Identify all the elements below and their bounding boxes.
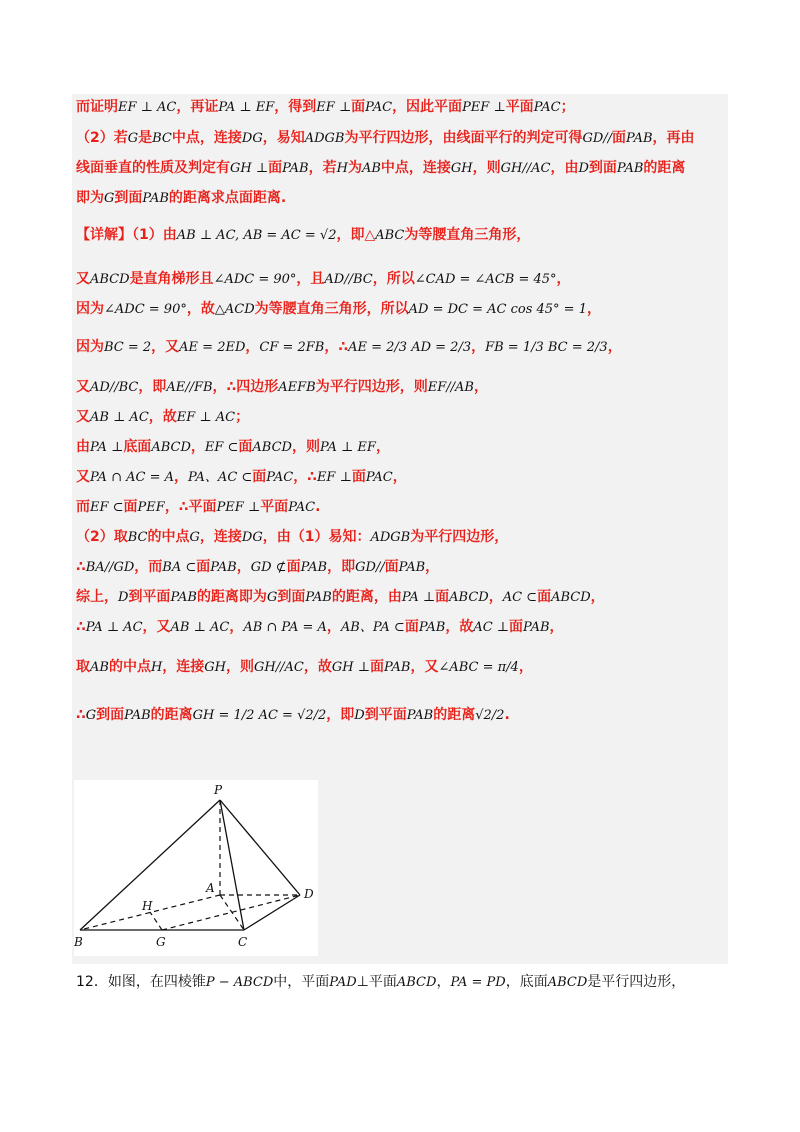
math-expression: G — [85, 708, 97, 723]
math-expression: EF ⊂ — [204, 440, 239, 455]
solution-line — [76, 466, 407, 488]
solution-text-segment: 平面 — [505, 99, 534, 115]
solution-text-segment: ，且 — [296, 271, 325, 287]
math-expression: ADGB — [304, 131, 345, 146]
math-expression: PA ⊥ EF — [319, 440, 376, 455]
math-expression: PAB — [383, 660, 411, 675]
solution-text-segment: 到面 — [114, 190, 143, 206]
math-expression: PA、AC ⊂ — [187, 470, 253, 485]
math-expression: PEF — [137, 500, 165, 515]
math-expression: AB ⊥ AC — [170, 620, 230, 635]
solution-text-segment: 底面 — [123, 439, 152, 455]
solution-text-segment: ； — [235, 409, 250, 425]
solution-text-segment: ，即 — [326, 707, 355, 723]
solution-line — [76, 704, 510, 726]
solution-text-segment: 的距离，由 — [331, 589, 402, 605]
solution-text-segment: ，得到 — [274, 99, 317, 115]
math-expression: BA//GD — [85, 560, 135, 575]
math-expression: △ACD — [214, 302, 255, 317]
solution-text-segment: ，故 — [148, 409, 177, 425]
solution-line — [76, 616, 564, 638]
solution-text-segment: 面 — [509, 619, 524, 635]
math-expression: AE//FB — [166, 380, 213, 395]
solution-text-segment: ，即 — [327, 559, 356, 575]
math-expression: AD//BC — [90, 380, 139, 395]
solution-text-segment: 是 — [138, 130, 153, 146]
solution-text-segment: 的距离即为 — [196, 589, 267, 605]
math-expression: EF ⊥ — [316, 470, 352, 485]
problem-text-segment: 是平行四边形， — [587, 974, 686, 990]
math-expression: ABCD — [547, 975, 588, 990]
solution-text-segment: 面 — [286, 559, 301, 575]
math-expression: P − ABCD — [205, 975, 274, 990]
math-expression: GD ⊄ — [250, 560, 287, 575]
solution-text-segment: ，而 — [134, 559, 163, 575]
solution-text-segment: ，因此平面 — [392, 99, 463, 115]
segment-GH — [150, 912, 162, 930]
math-expression: ADGB — [370, 530, 411, 545]
solution-text-segment: 又 — [76, 409, 90, 425]
solution-text-segment: 取 — [76, 659, 90, 675]
math-expression: PAC — [365, 100, 393, 115]
edge-PD — [220, 800, 300, 895]
math-expression: EF//AB — [427, 380, 474, 395]
solution-text-segment: 线面垂直的性质及判定有 — [76, 160, 230, 176]
solution-text-segment: 为等腰直角三角形， — [404, 227, 531, 243]
label-C: C — [238, 935, 248, 949]
math-expression: CF = 2FB — [259, 340, 325, 355]
label-B: B — [74, 935, 83, 949]
solution-text-segment: ， — [607, 339, 622, 355]
math-expression: GH ⊥ — [331, 660, 370, 675]
pyramid-figure — [74, 780, 318, 956]
label-P: P — [214, 783, 223, 797]
math-expression: PAD — [329, 975, 357, 990]
solution-text-segment: ，再证 — [176, 99, 219, 115]
solution-text-segment: （2）取 — [76, 529, 128, 545]
solution-text-segment: 是直角梯形且 — [129, 271, 214, 287]
problem-text-segment: ， — [436, 974, 451, 990]
math-expression: DG — [241, 530, 263, 545]
solution-text-segment: 面 — [123, 499, 138, 515]
math-expression: GH//AC — [254, 660, 304, 675]
solution-text-segment: 【详解】（1）由 — [76, 227, 177, 243]
solution-line — [76, 187, 286, 209]
math-expression: GH = 1/2 AC = √2/2 — [192, 708, 327, 723]
edge-CD — [244, 895, 300, 930]
solution-text-segment: ，则 — [226, 659, 255, 675]
solution-line — [76, 298, 601, 320]
solution-text-segment: ，所以 — [372, 271, 415, 287]
solution-text-segment: 到平面 — [128, 589, 171, 605]
solution-text-segment: 的距离 — [643, 160, 686, 176]
math-expression: G — [189, 530, 200, 545]
solution-line — [76, 436, 390, 458]
solution-text-segment: ∴ — [76, 619, 86, 635]
solution-text-segment: 中点，连接 — [380, 160, 451, 176]
math-expression: H — [336, 161, 348, 176]
math-expression: ∠ADC = 90° — [213, 272, 297, 287]
math-expression: EF ⊥ — [316, 100, 352, 115]
math-expression: √2/2 — [475, 708, 505, 723]
problem-text-segment: 中，平面 — [273, 974, 330, 990]
solution-text-segment: 面 — [196, 559, 211, 575]
math-expression: GH ⊥ — [230, 161, 269, 176]
math-expression: D — [578, 161, 589, 176]
solution-text-segment: 的中点 — [108, 659, 151, 675]
solution-text-segment: 的距离 — [433, 707, 476, 723]
label-A: A — [206, 881, 215, 895]
math-expression: ABCD — [90, 272, 130, 287]
solution-text-segment: ，易知 — [262, 130, 305, 146]
math-expression: PEF ⊥ — [462, 100, 506, 115]
solution-text-segment: ，则 — [472, 160, 501, 176]
math-expression: PAB — [626, 131, 653, 146]
math-expression: GD// — [582, 131, 613, 146]
math-expression: GH — [204, 660, 227, 675]
math-expression: ABC — [375, 228, 405, 243]
label-H: H — [142, 899, 153, 913]
edge-PC — [220, 800, 244, 930]
solution-text-segment: ，连接 — [162, 659, 205, 675]
solution-line — [76, 376, 488, 398]
solution-text-segment: 综上， — [76, 589, 118, 605]
solution-text-segment: ，若 — [308, 160, 337, 176]
math-expression: ∠ABC = π/4 — [438, 660, 519, 675]
solution-text-segment: ， — [392, 469, 407, 485]
problem-text-segment: ，底面 — [505, 974, 548, 990]
math-expression: GH//AC — [500, 161, 551, 176]
math-expression: PAC — [533, 100, 561, 115]
problem-text-segment: ⊥平面 — [356, 974, 397, 990]
solution-text-segment: ，∴平面 — [164, 499, 217, 515]
math-expression: PA ⊥ — [401, 590, 436, 605]
math-expression: AC ⊂ — [502, 590, 538, 605]
math-expression: BC = 2 — [104, 340, 152, 355]
solution-text-segment: ，故 — [445, 619, 474, 635]
solution-line — [76, 526, 508, 548]
math-expression: PAB — [142, 191, 169, 206]
math-expression: PAB — [282, 161, 309, 176]
math-expression: PAB — [398, 560, 426, 575]
math-expression: PA ⊥ EF — [218, 100, 275, 115]
solution-text-segment: 为平行四边形，则 — [315, 379, 428, 395]
solution-text-segment: 而证明 — [76, 99, 118, 115]
segment-GD — [162, 895, 300, 930]
solution-line — [76, 157, 685, 179]
solution-text-segment: ， — [190, 439, 205, 455]
math-expression: PAB — [305, 590, 332, 605]
solution-text-segment: 面 — [537, 589, 552, 605]
math-expression: GD// — [355, 560, 385, 575]
solution-text-segment: ，由 — [550, 160, 579, 176]
solution-text-segment: 的距离求点面距离. — [168, 190, 287, 206]
math-expression: PA ⊥ — [90, 440, 124, 455]
math-expression: ∠ADC = 90° — [104, 302, 187, 317]
solution-text-segment: 又 — [76, 469, 90, 485]
solution-text-segment: 面 — [238, 439, 253, 455]
solution-text-segment: 又 — [76, 271, 90, 287]
math-expression: AB — [90, 660, 109, 675]
math-expression: PAB — [124, 708, 151, 723]
math-expression: EF ⊥ AC — [176, 410, 236, 425]
solution-line — [76, 406, 249, 428]
solution-text-segment: ， — [375, 439, 390, 455]
math-expression: AD = DC = AC cos 45° = 1 — [408, 302, 587, 317]
solution-line — [76, 336, 622, 358]
math-expression: PAC — [365, 470, 393, 485]
math-expression: D — [118, 590, 129, 605]
math-expression: PAB — [523, 620, 550, 635]
solution-text-segment: ，∴ — [293, 469, 317, 485]
math-expression: H — [150, 660, 163, 675]
solution-text-segment: ， — [518, 659, 533, 675]
solution-text-segment: ，又 — [142, 619, 171, 635]
math-expression: AB ⊥ AC, AB = AC = √2 — [176, 228, 337, 243]
math-expression: PAB — [406, 708, 434, 723]
solution-text-segment: 为等腰直角三角形，所以 — [254, 301, 409, 317]
solution-text-segment: 而 — [76, 499, 90, 515]
solution-line — [76, 496, 320, 518]
math-expression: AEFB — [278, 380, 316, 395]
solution-text-segment: ， — [229, 619, 244, 635]
solution-text-segment: ， — [326, 619, 341, 635]
math-expression: BA ⊂ — [162, 560, 197, 575]
math-expression: ABCD — [551, 590, 591, 605]
math-expression: AE = 2/3 AD = 2/3 — [348, 340, 472, 355]
math-expression: G — [266, 590, 278, 605]
math-expression: PEF ⊥ — [216, 500, 261, 515]
solution-text-segment: ， — [488, 589, 503, 605]
solution-text-segment: . — [504, 707, 510, 723]
solution-text-segment: ， — [549, 619, 564, 635]
solution-text-segment: ，∴四边形 — [212, 379, 279, 395]
math-expression: BC — [127, 530, 148, 545]
math-expression: PA = PD — [450, 975, 506, 990]
solution-text-segment: ∴ — [76, 559, 86, 575]
math-expression: AC ⊥ — [473, 620, 510, 635]
math-expression: ABCD — [449, 590, 489, 605]
math-expression: PA ⊥ AC — [85, 620, 143, 635]
solution-text-segment: ，故 — [303, 659, 332, 675]
solution-text-segment: 为平行四边形， — [410, 529, 509, 545]
math-expression: AB、PA ⊂ — [340, 620, 405, 635]
solution-text-segment: 面 — [351, 99, 366, 115]
solution-text-segment: ， — [590, 589, 605, 605]
solution-line — [76, 656, 533, 678]
solution-text-segment: 的距离 — [150, 707, 193, 723]
solution-text-segment: ， — [425, 559, 440, 575]
solution-text-segment: ； — [560, 99, 575, 115]
solution-text-segment: 面 — [369, 659, 384, 675]
problem-text-segment: 12．如图，在四棱锥 — [76, 974, 206, 990]
solution-text-segment: 即为 — [76, 190, 104, 206]
math-expression: PAB — [300, 560, 328, 575]
solution-text-segment: ，故 — [186, 301, 215, 317]
math-expression: G — [104, 191, 115, 206]
solution-text-segment: 面 — [351, 469, 366, 485]
solution-text-segment: ，又 — [151, 339, 180, 355]
solution-text-segment: ，∴ — [324, 339, 349, 355]
solution-text-segment: ， — [245, 339, 260, 355]
math-expression: BC — [152, 131, 172, 146]
solution-text-segment: ， — [473, 379, 488, 395]
solution-line — [76, 586, 605, 608]
math-expression: PAB — [210, 560, 237, 575]
solution-text-segment: ， — [471, 339, 486, 355]
solution-text-segment: 因为 — [76, 301, 104, 317]
solution-text-segment: 到平面 — [364, 707, 407, 723]
math-expression: AB — [361, 161, 381, 176]
solution-line — [76, 224, 530, 246]
solution-text-segment: 面 — [384, 559, 399, 575]
solution-text-segment: ，又 — [410, 659, 439, 675]
solution-text-segment: 中点，连接 — [171, 130, 242, 146]
math-expression: ABCD — [151, 440, 191, 455]
solution-text-segment: 又 — [76, 379, 90, 395]
label-D: D — [304, 887, 314, 901]
solution-text-segment: 面 — [252, 469, 267, 485]
solution-text-segment: 面 — [404, 619, 419, 635]
solution-text-segment: ∴ — [76, 707, 86, 723]
solution-line — [76, 127, 695, 149]
math-expression: PAB — [418, 620, 446, 635]
math-expression: D — [354, 708, 365, 723]
math-expression: AD//BC — [324, 272, 373, 287]
solution-text-segment: ，由（1）易知： — [262, 529, 371, 545]
solution-text-segment: ， — [173, 469, 188, 485]
math-expression: AB ⊥ AC — [90, 410, 149, 425]
solution-text-segment: 为 — [347, 160, 362, 176]
math-expression: PAC — [288, 500, 316, 515]
solution-text-segment: ，再由 — [652, 130, 695, 146]
math-expression: ABCD — [252, 440, 292, 455]
math-expression: GH — [450, 161, 473, 176]
math-expression: EF ⊥ AC — [118, 100, 177, 115]
solution-text-segment: ，即△ — [336, 227, 376, 243]
solution-text-segment: ， — [586, 301, 601, 317]
math-expression: G — [127, 131, 139, 146]
solution-text-segment: 到面 — [277, 589, 306, 605]
solution-text-segment: ，即 — [138, 379, 167, 395]
solution-text-segment: 为平行四边形，由线面平行的判定可得 — [344, 130, 583, 146]
solution-text-segment: 因为 — [76, 339, 104, 355]
math-expression: DG — [241, 131, 263, 146]
math-expression: AE = 2ED — [179, 340, 246, 355]
solution-text-segment: 平面 — [260, 499, 289, 515]
solution-line — [76, 268, 571, 290]
problem-12-statement — [76, 970, 736, 994]
solution-text-segment: ， — [236, 559, 251, 575]
solution-text-segment: 的中点 — [147, 529, 190, 545]
solution-text-segment: 到面 — [588, 160, 617, 176]
solution-text-segment: ， — [556, 271, 571, 287]
math-expression: ABCD — [396, 975, 437, 990]
math-expression: ∠CAD = ∠ACB = 45° — [414, 272, 557, 287]
math-expression: PAB — [170, 590, 197, 605]
solution-text-segment: 由 — [76, 439, 90, 455]
solution-text-segment: ，连接 — [199, 529, 242, 545]
label-G: G — [156, 935, 166, 949]
math-expression: AB ∩ PA = A — [243, 620, 327, 635]
solution-text-segment: 到面 — [96, 707, 125, 723]
solution-text-segment: 面 — [268, 160, 283, 176]
solution-text-segment: （2）若 — [76, 130, 128, 146]
math-expression: PAB — [616, 161, 644, 176]
math-expression: EF ⊂ — [90, 500, 124, 515]
math-expression: PA ∩ AC = A — [90, 470, 174, 485]
solution-text-segment: . — [315, 499, 321, 515]
solution-text-segment: ，则 — [291, 439, 320, 455]
solution-line — [76, 96, 575, 118]
math-expression: FB = 1/3 BC = 2/3 — [485, 340, 608, 355]
solution-line — [76, 556, 439, 578]
solution-text-segment: 面 — [435, 589, 450, 605]
solution-text-segment: 面 — [612, 130, 627, 146]
math-expression: PAC — [266, 470, 294, 485]
